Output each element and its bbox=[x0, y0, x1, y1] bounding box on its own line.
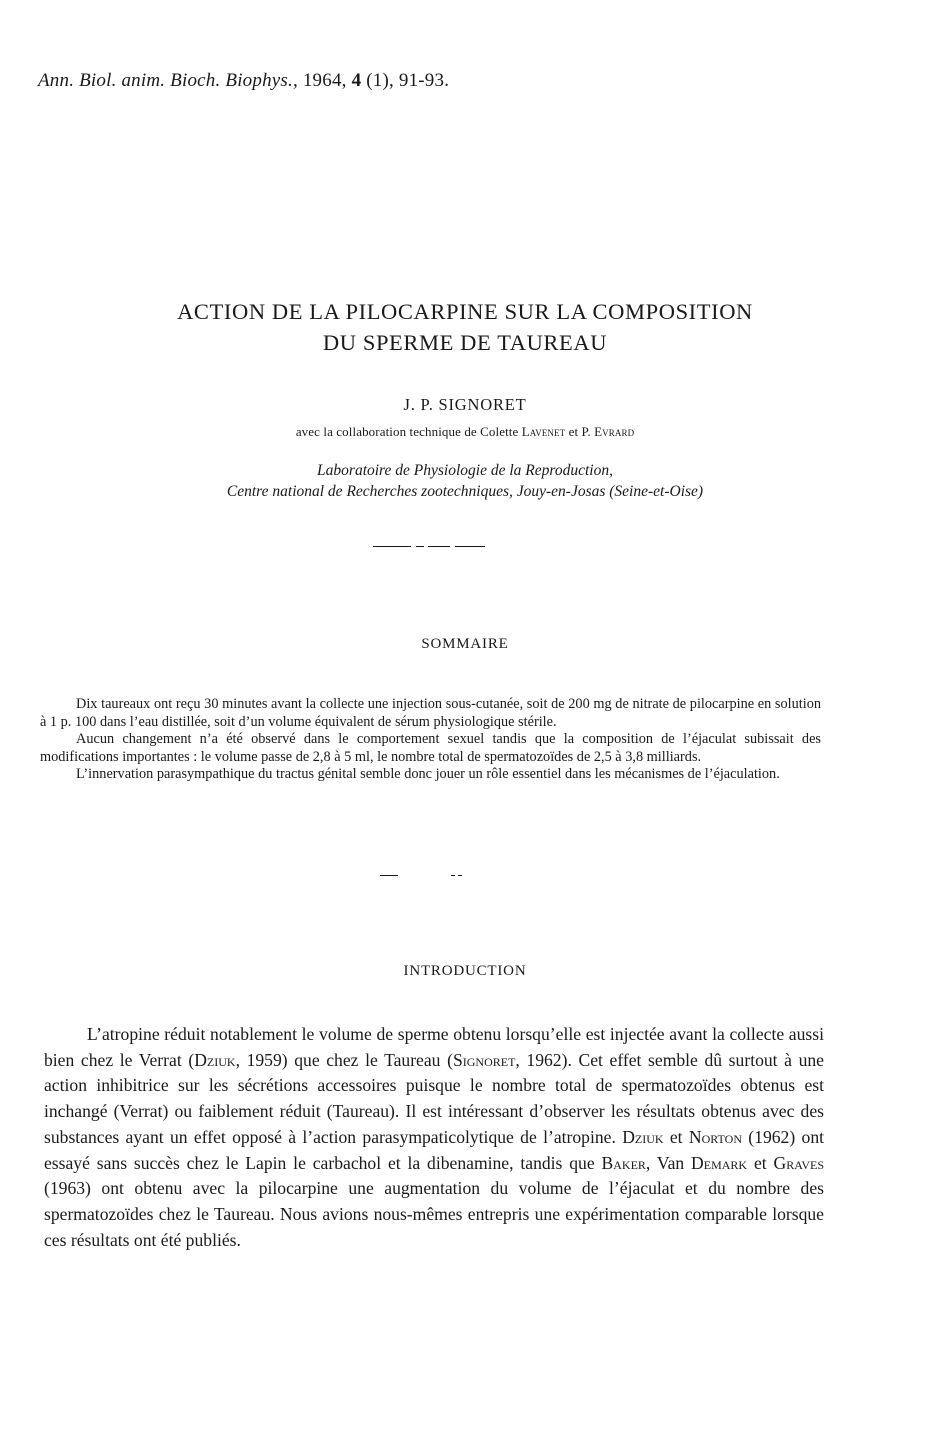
summary-paragraph: Aucun changement n’a été observé dans le comportement sexuel tandis que la composition de l’éjaculat subissait des modifications importantes : le volume passe de 2,8 à 5 ml, le nombre total de spermatozoïdes de 2,5 à 3,8 milliards. bbox=[40, 731, 821, 765]
citation-author: Graves bbox=[773, 1152, 824, 1173]
introduction-paragraph bbox=[44, 1022, 824, 1253]
citation-year: 1964, bbox=[302, 70, 347, 91]
intro-text: (1962) ont essayé sans succès chez le Lapin le carbachol et la dibenamine, tandis que bbox=[44, 1126, 825, 1173]
summary-paragraph: L’innervation parasympathique du tractus génital semble donc jouer un rôle essentiel dans les mécanismes de l’éjaculation. bbox=[76, 766, 780, 782]
introduction-body bbox=[44, 1022, 824, 1253]
summary-block bbox=[40, 696, 821, 784]
journal-citation bbox=[38, 70, 449, 92]
journal-name: Ann. Biol. anim. Bioch. Biophys., bbox=[38, 70, 298, 91]
separator-dash bbox=[428, 546, 450, 547]
citation-author: Signoret bbox=[452, 1049, 516, 1070]
separator-dash bbox=[458, 875, 462, 876]
citation-issue-pages: (1), 91-93. bbox=[366, 70, 450, 91]
sommaire-heading: SOMMAIRE bbox=[421, 636, 509, 652]
intro-text: , 1959) que chez le Taureau ( bbox=[235, 1049, 453, 1070]
summary-paragraph: Dix taureaux ont reçu 30 minutes avant la collecte une injection sous-cutanée, soit de 200 mg de nitrate de pilocarpine en solution à 1 p. 100 dans l’eau distillée, soit d’un volume équivalent de sérum physiologique stérile. bbox=[40, 696, 821, 730]
intro-text: et bbox=[747, 1152, 774, 1173]
citation-author: Demark bbox=[691, 1152, 748, 1173]
article-title-line-2: DU SPERME DE TAUREAU bbox=[322, 330, 608, 355]
author-name: J. P. SIGNORET bbox=[403, 395, 527, 414]
citation-author: Baker bbox=[601, 1152, 646, 1173]
intro-text: (1963) ont obtenu avec la pilocarpine une augmentation du volume de l’éjaculat et du nombre des spermatozoïdes chez le Taureau. Nous avions nous-mêmes entrepris une expérimentation comparable lorsque ces résultats ont été publiés. bbox=[44, 1178, 824, 1250]
collaborator-name-1: Lavenet bbox=[521, 424, 566, 439]
citation-author: Dziuk bbox=[194, 1049, 236, 1070]
intro-text: et bbox=[663, 1126, 689, 1147]
collaborator-name-2: Evrard bbox=[594, 424, 635, 439]
intro-text: L’atropine réduit notablement le volume de sperme obtenu lorsqu’elle est injectée avant la collecte aussi bien chez le Verrat ( bbox=[44, 1024, 824, 1070]
separator-dash bbox=[416, 546, 424, 547]
intro-text: , Van bbox=[645, 1152, 692, 1173]
intro-text: , 1962). Cet effet semble dû surtout à une action inhibitrice sur les sécrétions accessoires puisque le nombre total de spermatozoïdes obtenus est inchangé (Verrat) ou faiblement réduit (Taureau). Il est intéressant d’observer les résultats obtenus avec des substances ayant un effet opposé à l’action parasympaticolytique de l’atropine. bbox=[44, 1049, 824, 1147]
separator-dash bbox=[373, 546, 411, 547]
citation-author: Dziuk bbox=[622, 1126, 664, 1147]
collaboration-line bbox=[0, 424, 930, 440]
collaboration-separator: et P. bbox=[568, 424, 591, 439]
separator-dash bbox=[451, 875, 455, 876]
separator-dash bbox=[455, 546, 485, 547]
affiliation-line-2: Centre national de Recherches zootechniques, Jouy-en-Josas (Seine-et-Oise) bbox=[226, 483, 704, 500]
article-title-line-1: ACTION DE LA PILOCARPINE SUR LA COMPOSITION bbox=[177, 299, 753, 324]
separator-dash bbox=[380, 875, 398, 876]
affiliation-line-1: Laboratoire de Physiologie de la Reproduction, bbox=[317, 462, 613, 479]
citation-volume: 4 bbox=[351, 70, 362, 91]
collaboration-prefix: avec la collaboration technique de Colette bbox=[295, 424, 519, 439]
introduction-heading: INTRODUCTION bbox=[403, 963, 527, 979]
citation-author: Norton bbox=[688, 1126, 742, 1147]
